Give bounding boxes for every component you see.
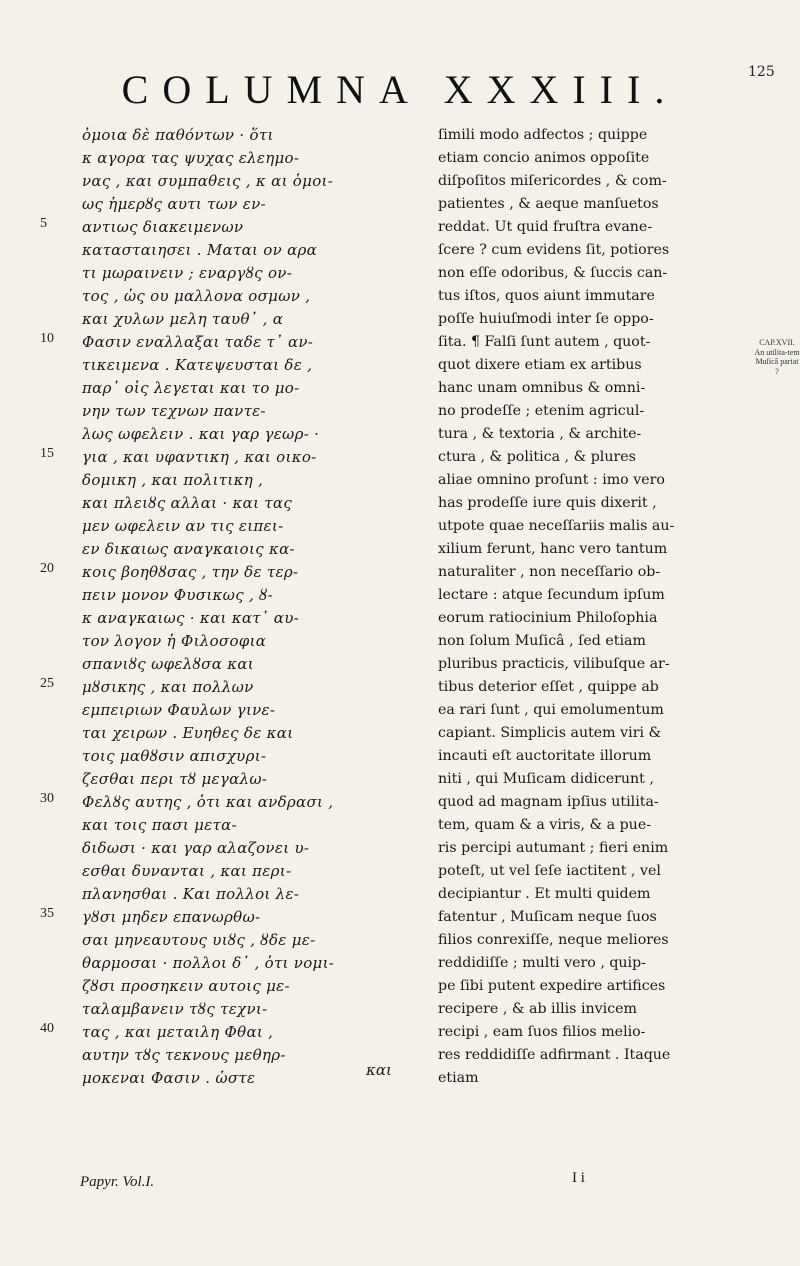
greek-line: τικειμενα . Κατεψευσται δε ,: [82, 356, 313, 374]
latin-line: reddidiſſe ; multi vero , quip-: [438, 955, 646, 971]
greek-line: και τοις πασι μετα-: [82, 816, 237, 834]
greek-line: κατασταιησει . Μαται ον αρα: [82, 241, 318, 259]
greek-line: παρ᾿ οἱς λεγεται και το μο-: [82, 379, 300, 397]
greek-line: νην των τεχνων παντε-: [82, 402, 266, 420]
greek-line: σαι μηνεαυτους υιȣς , ȣδε με-: [82, 931, 316, 949]
latin-line: aliae omnino proſunt : imo vero: [438, 472, 665, 488]
latin-line: ris percipi autumant ; fieri enim: [438, 840, 669, 856]
greek-line: μȣσικης , και πολλων: [82, 678, 254, 696]
greek-line: εν δικαιως αναγκαιοις κα-: [82, 540, 295, 558]
greek-line: πειν μονον Φυσικως , ȣ-: [82, 586, 274, 604]
greek-line: τας , και μεταιλη Φθαι ,: [82, 1023, 274, 1041]
greek-catchword: και: [366, 1061, 392, 1079]
page-number: 125: [748, 64, 775, 80]
latin-line: no prodeſſe ; etenim agricul-: [438, 403, 645, 419]
latin-line: patientes , & aeque manſuetos: [438, 196, 659, 212]
greek-line: και χυλων μελη ταυθ᾿ , α: [82, 310, 284, 328]
page-title: COLUMNA XXXIII.: [121, 67, 679, 112]
footer-signature: I i: [572, 1170, 585, 1186]
margin-note-cap: CAP.XVII.: [759, 338, 795, 347]
latin-line: has prodeſſe iure quis dixerit ,: [438, 495, 657, 511]
latin-line: incauti eſt auctoritate illorum: [438, 748, 652, 764]
greek-line: γȣσι μηδεν επανωρθω-: [82, 908, 261, 926]
latin-line: hanc unam omnibus & omni-: [438, 380, 646, 396]
greek-line: αντιως διακειμενων: [82, 218, 244, 236]
latin-line: lectare : atque ſecundum ipſum: [438, 587, 665, 603]
greek-line: τοις μαθȣσιν απισχυρι-: [82, 747, 267, 765]
latin-line: pe ſibi putent expedire artifices: [438, 978, 666, 994]
latin-line: eorum ratiocinium Philoſophia: [438, 610, 658, 626]
line-number: 20: [40, 561, 54, 576]
latin-line: decipiantur . Et multi quidem: [438, 886, 651, 902]
latin-line: quod ad magnam ipſius utilita-: [438, 794, 659, 810]
latin-line: utpote quae neceſſariis malis au-: [438, 518, 675, 534]
latin-line: diſpoſitos miſericordes , & com-: [438, 173, 667, 189]
line-number: 5: [40, 216, 47, 231]
greek-line: κ αγορα τας ψυχας ελεημο-: [82, 149, 300, 167]
latin-line: tus iſtos, quos aiunt immutare: [438, 288, 655, 304]
line-number: 15: [40, 446, 54, 461]
latin-line: naturaliter , non neceſſario ob-: [438, 564, 661, 580]
latin-line: quot dixere etiam ex artibus: [438, 357, 642, 373]
latin-line: xilium ferunt, hanc vero tantum: [438, 541, 668, 557]
greek-line: τος , ὡς ου μαλλονα οσμων ,: [82, 287, 311, 305]
greek-line: θαρμοσαι · πολλοι δ᾿ , ὁτι νομι-: [82, 954, 335, 972]
greek-line: αυτην τȣς τεκνους μεθηρ-: [82, 1046, 286, 1064]
latin-line: ſcere ? cum evidens ſit, potiores: [438, 242, 670, 258]
greek-line: νας , και συμπαθεις , κ αι ὁμοι-: [82, 172, 334, 190]
greek-line: ζεσθαι περι τȣ μεγαλω-: [82, 770, 268, 788]
greek-line: ζȣσι προσηκειν αυτοις με-: [82, 977, 290, 995]
latin-line: poſſe huiuſmodi inter ſe oppo-: [438, 311, 654, 327]
greek-line: κ αναγκαιως · και κατ᾿ αυ-: [82, 609, 299, 627]
greek-line: Φελȣς αυτης , ὁτι και ανδρασι ,: [82, 793, 334, 811]
latin-line: non eſſe odoribus, & ſuccis can-: [438, 265, 668, 281]
latin-line: poteſt, ut vel ſeſe iactitent , vel: [438, 863, 661, 879]
greek-line: δομικη , και πολιτικη ,: [82, 471, 264, 489]
latin-line: tura , & textoria , & archite-: [438, 426, 642, 442]
line-number: 40: [40, 1021, 54, 1036]
line-number: 30: [40, 791, 54, 806]
latin-line: ctura , & politica , & plures: [438, 449, 636, 465]
greek-line: μοκεναι Φασιν . ὡστε: [82, 1069, 256, 1087]
latin-line: tibus deterior eſſet , quippe ab: [438, 679, 659, 695]
greek-line: ως ἡμερȣς αυτι των εν-: [82, 195, 266, 213]
latin-line: recipere , & ab illis invicem: [438, 1001, 637, 1017]
greek-line: τι μωραινειν ; εναργȣς ον-: [82, 264, 293, 282]
latin-line: niti , qui Muſicam didicerunt ,: [438, 771, 654, 787]
footer-source: Papyr. Vol.I.: [80, 1174, 155, 1190]
latin-line: non ſolum Muſicâ , ſed etiam: [438, 633, 646, 649]
greek-line: τον λογον ἡ Φιλοσοφια: [82, 632, 267, 650]
latin-line: res reddidiſſe adfirmant . Itaque: [438, 1047, 671, 1063]
latin-line: filios conrexiſſe, neque meliores: [438, 932, 669, 948]
greek-line: εμπειριων Φαυλων γινε-: [82, 701, 276, 719]
margin-note-text: An utilita-tem Muſicâ pariat ?: [754, 347, 800, 376]
greek-line: και πλειȣς αλλαι · και τας: [82, 494, 293, 512]
latin-line: capiant. Simplicis autem viri &: [438, 725, 662, 741]
greek-line: πλανησθαι . Και πολλοι λε-: [82, 885, 300, 903]
line-number: 35: [40, 906, 54, 921]
greek-line: σπανιȣς ωφελȣσα και: [82, 655, 254, 673]
latin-line: tem, quam & a viris, & a pue-: [438, 817, 652, 833]
latin-line: etiam: [438, 1070, 479, 1086]
margin-note: [754, 338, 800, 376]
greek-line: κοις βοηθȣσας , την δε τερ-: [82, 563, 299, 581]
greek-line: ται χειρων . Ευηθες δε και: [82, 724, 294, 742]
latin-line: fatentur , Muſicam neque ſuos: [438, 909, 657, 925]
greek-line: μεν ωφελειν αν τις ειπει-: [82, 517, 284, 535]
greek-line: ὁμοια δὲ παθόντων · ὅτι: [82, 126, 274, 144]
greek-line: λως ωφελειν . και γαρ γεωρ- ·: [82, 425, 320, 443]
greek-line: Φασιν εναλλαξαι ταδε τ᾿ αν-: [82, 333, 314, 351]
latin-line: ſita. ¶ Falſi ſunt autem , quot-: [438, 334, 651, 350]
latin-line: ea rari ſunt , qui emolumentum: [438, 702, 664, 718]
greek-line: εσθαι δυνανται , και περι-: [82, 862, 292, 880]
latin-line: reddat. Ut quid fruſtra evane-: [438, 219, 653, 235]
latin-line: etiam concio animos oppoſite: [438, 150, 650, 166]
line-number: 25: [40, 676, 54, 691]
greek-line: για , και υφαντικη , και οικο-: [82, 448, 317, 466]
latin-line: pluribus practicis, vilibuſque ar-: [438, 656, 670, 672]
line-number: 10: [40, 331, 54, 346]
latin-column: [438, 124, 750, 1090]
latin-line: recipi , eam ſuos filios melio-: [438, 1024, 646, 1040]
greek-line: ταλαμβανειν τȣς τεχνι-: [82, 1000, 268, 1018]
greek-line: διδωσι · και γαρ αλαζονει υ-: [82, 839, 310, 857]
greek-column: [82, 124, 402, 1090]
latin-line: ſimili modo adfectos ; quippe: [438, 127, 648, 143]
